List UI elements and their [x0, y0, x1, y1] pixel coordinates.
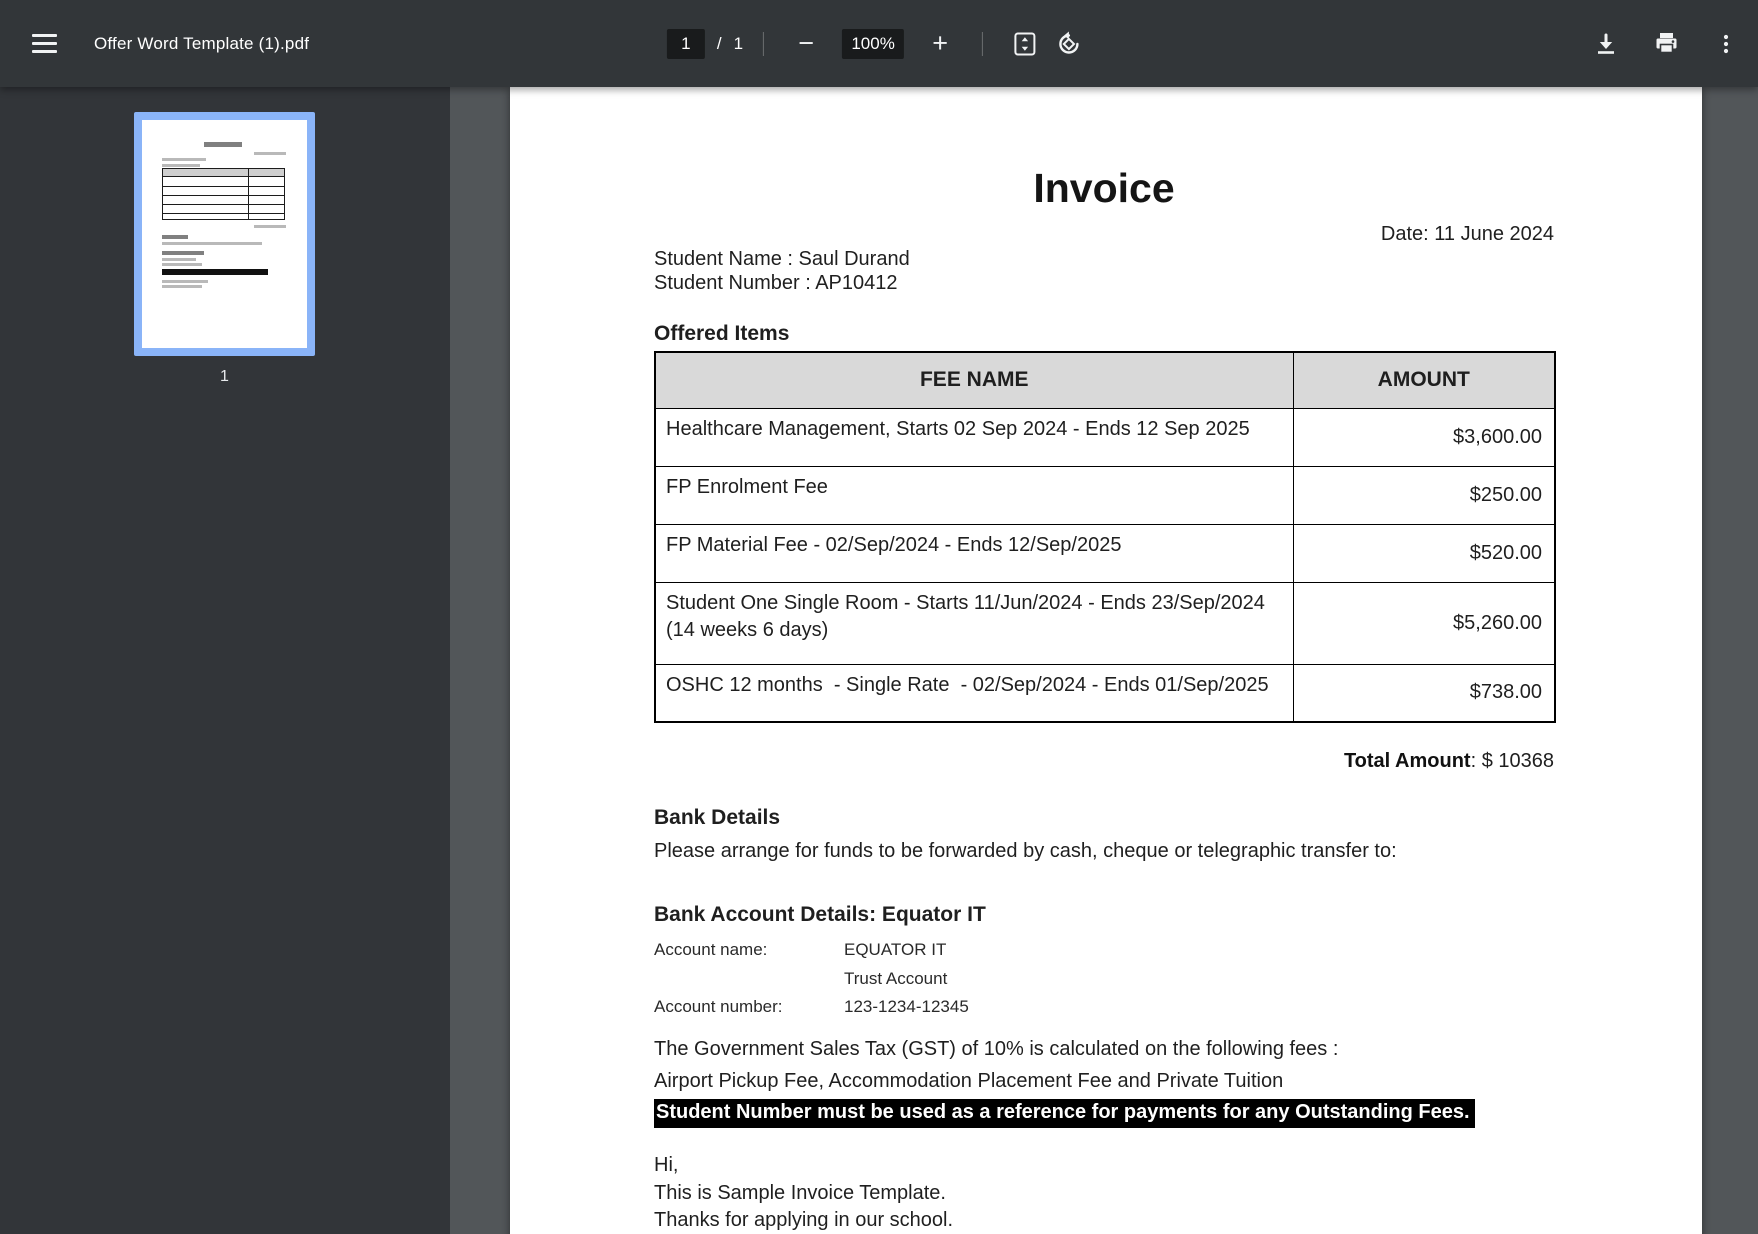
page-total: 1 [733, 33, 744, 53]
page-separator: / [716, 33, 722, 53]
invoice-title: Invoice [1033, 165, 1175, 211]
thumbnail-page-number: 1 [220, 368, 229, 385]
amount-cell: $250.00 [1293, 466, 1555, 524]
fee-name-cell: FP Material Fee - 02/Sep/2024 - Ends 12/Sep/2025 [655, 524, 1293, 582]
account-name-value-2: Trust Account [844, 969, 948, 988]
pdf-page [510, 87, 1702, 1234]
page-1-thumbnail[interactable] [134, 112, 315, 356]
fees-table [654, 351, 1556, 723]
fit-page-icon [1012, 31, 1038, 57]
body-line-2: Thanks for applying in our school. [654, 1209, 954, 1231]
student-name-line: Student Name : Saul Durand [654, 248, 910, 270]
menu-icon [32, 34, 57, 53]
amount-cell: $738.00 [1293, 664, 1555, 722]
table-row [655, 408, 1555, 466]
amount-cell: $520.00 [1293, 524, 1555, 582]
account-name-value: EQUATOR IT [844, 940, 947, 959]
total-amount-value: : $ 10368 [1470, 750, 1554, 772]
amount-cell: $5,260.00 [1293, 582, 1555, 664]
thumbnail-sidebar [0, 87, 450, 1234]
page-number-input[interactable] [667, 29, 705, 59]
zoom-in-button[interactable]: + [918, 22, 962, 66]
fee-name-header: FEE NAME [655, 352, 1293, 408]
highlighted-notice: Student Number must be used as a reference for payments for any Outstanding Fees. [654, 1099, 1475, 1128]
zoom-out-button[interactable]: − [784, 22, 828, 66]
table-row [655, 524, 1555, 582]
download-icon [1594, 32, 1618, 56]
table-row [655, 466, 1555, 524]
table-header-row [655, 352, 1555, 408]
gst-line: The Government Sales Tax (GST) of 10% is calculated on the following fees : [654, 1038, 1339, 1060]
toolbar-divider [982, 32, 983, 56]
rotate-button[interactable] [1047, 22, 1091, 66]
gst-fees-line: Airport Pickup Fee, Accommodation Placement Fee and Private Tuition [654, 1070, 1284, 1092]
fee-name-cell: FP Enrolment Fee [655, 466, 1293, 524]
fee-name-cell: OSHC 12 months - Single Rate - 02/Sep/2024 - Ends 01/Sep/2025 [655, 664, 1293, 722]
fee-name-cell: Healthcare Management, Starts 02 Sep 2024 - Ends 12 Sep 2025 [655, 408, 1293, 466]
table-row [655, 582, 1555, 664]
total-amount-label: Total Amount [1343, 750, 1471, 772]
bank-details-text: Please arrange for funds to be forwarded by cash, cheque or telegraphic transfer to: [654, 840, 1397, 862]
student-number-line: Student Number : AP10412 [654, 272, 898, 294]
invoice-date: Date: 11 June 2024 [1380, 223, 1554, 245]
table-row [655, 664, 1555, 722]
document-filename: Offer Word Template (1).pdf [94, 33, 310, 53]
print-icon [1654, 31, 1679, 56]
bank-account-heading: Bank Account Details: Equator IT [654, 903, 986, 926]
menu-button[interactable] [22, 22, 66, 66]
amount-header: AMOUNT [1293, 352, 1555, 408]
fee-name-cell: Student One Single Room - Starts 11/Jun/2024 - Ends 23/Sep/2024 (14 weeks 6 days) [655, 582, 1293, 664]
greeting-line: Hi, [654, 1154, 679, 1176]
toolbar-divider [763, 32, 764, 56]
total-amount-line [654, 750, 1554, 773]
thumbnail-preview [142, 120, 307, 348]
offered-items-heading: Offered Items [654, 322, 790, 345]
rotate-ccw-icon [1056, 31, 1082, 57]
body-line-1: This is Sample Invoice Template. [654, 1182, 946, 1204]
amount-cell: $3,600.00 [1293, 408, 1555, 466]
pdf-toolbar [0, 0, 1758, 87]
account-name-label: Account name: [654, 940, 768, 959]
download-button[interactable] [1584, 22, 1628, 66]
zoom-level-value[interactable]: 100% [842, 29, 904, 59]
print-button[interactable] [1644, 22, 1688, 66]
document-viewport[interactable] [450, 87, 1758, 1234]
more-options-button[interactable] [1704, 22, 1748, 66]
more-vert-icon [1714, 32, 1738, 56]
fit-page-button[interactable] [1003, 22, 1047, 66]
account-number-value: 123-1234-12345 [844, 997, 969, 1016]
account-number-label: Account number: [654, 997, 783, 1016]
bank-details-heading: Bank Details [654, 806, 781, 829]
